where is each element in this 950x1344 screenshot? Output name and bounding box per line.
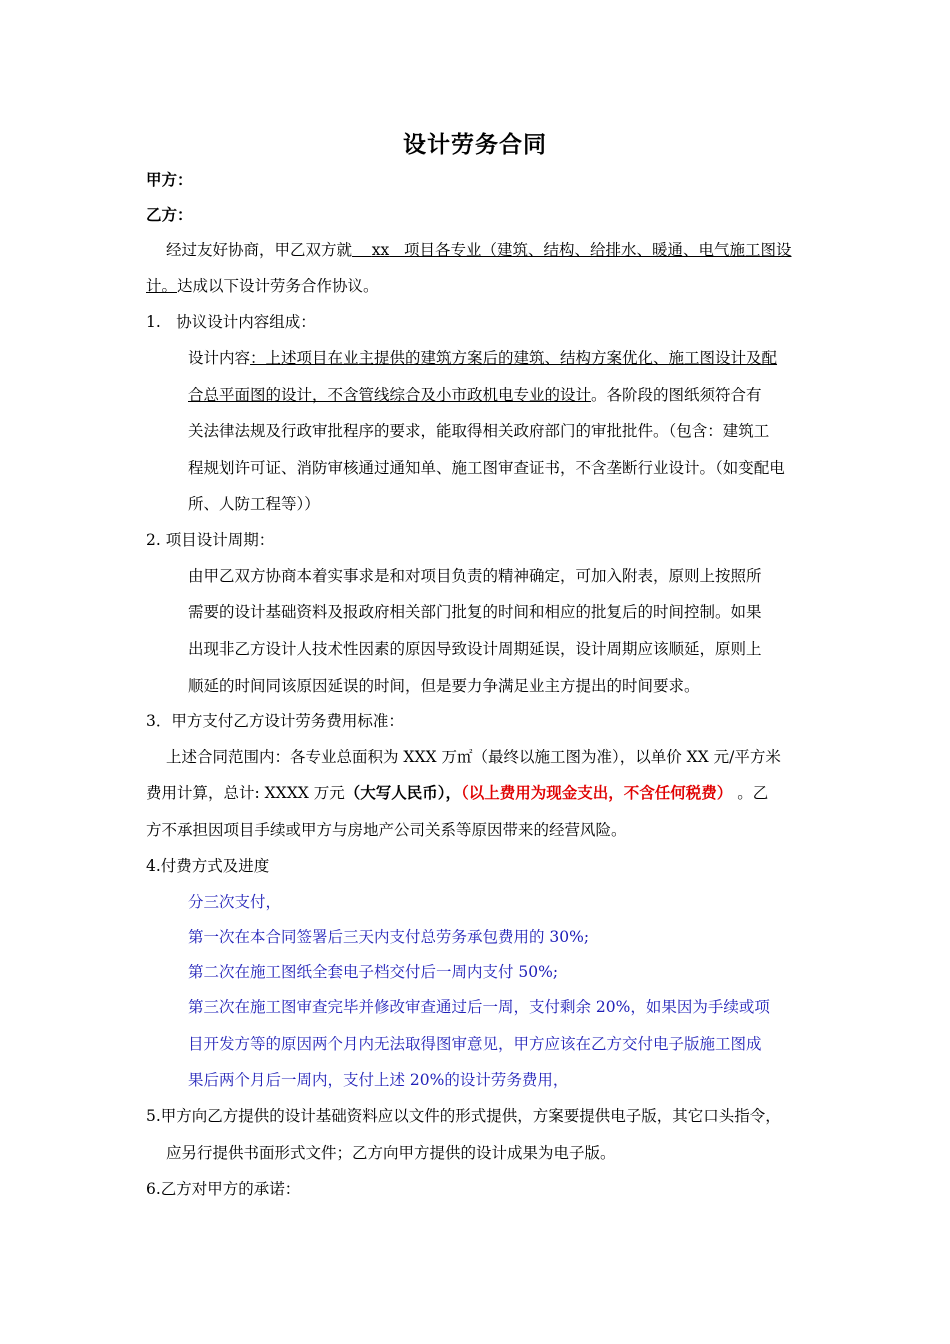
section-6-heading: 6.乙方对甲方的承诺：: [146, 1180, 301, 1198]
payment-line-4: 第三次在施工图审查完毕并修改审查通过后一周，支付剩余 20%，如果因为手续或项: [188, 998, 770, 1016]
amount-in-words-label: （大写人民币），: [344, 784, 461, 802]
intro-text-5: 达成以下设计劳务合作协议。: [177, 277, 379, 295]
payment-line-2: 第一次在本合同签署后三天内支付总劳务承包费用的 30%;: [188, 928, 590, 946]
section-2-line-2: 需要的设计基础资料及报政府相关部门批复的时间和相应的批复后的时间控制。如果: [188, 603, 762, 621]
party-b-label: 乙方：: [146, 206, 193, 224]
project-name-blank: xx 项目各专业（建筑、结构、给排水、暖通、电气施工图设: [371, 241, 792, 259]
section-2-line-1: 由甲乙双方协商本着实事求是和对项目负责的精神确定，可加入附表，原则上按照所: [188, 567, 762, 585]
intro-text-4: 计。: [146, 277, 178, 295]
party-a-label: 甲方：: [146, 171, 193, 189]
section-2-heading: 2. 项目设计周期：: [146, 531, 275, 549]
section-2-line-3: 出现非乙方设计人技术性因素的原因导致设计周期延误，设计周期应该顺延，原则上: [188, 640, 762, 658]
section-1-line-3: 关法律法规及行政审批程序的要求，能取得相关政府部门的审批批件。（包含：建筑工: [188, 422, 770, 440]
payment-line-5: 目开发方等的原因两个月内无法取得图审意见，甲方应该在乙方交付电子版施工图成: [188, 1035, 762, 1053]
section-5-line-2: 应另行提供书面形式文件；乙方向甲方提供的设计成果为电子版。: [166, 1144, 616, 1162]
section-1-line-2: 合总平面图的设计，不含管线综合及小市政机电专业的设计。各阶段的图纸须符合有: [188, 386, 762, 404]
payment-line-1: 分三次支付，: [188, 893, 282, 911]
section-3-line-3: 方不承担因项目手续或甲方与房地产公司关系等原因带来的经营风险。: [146, 821, 627, 839]
intro-line-1: [166, 240, 792, 260]
section-5-line-1: 5.甲方向乙方提供的设计基础资料应以文件的形式提供，方案要提供电子版，其它口头指令，: [146, 1107, 781, 1125]
section-3-line-2: 费用计算，总计: XXXX 万元（大写人民币），（以上费用为现金支出，不含任何税费） 。乙: [146, 784, 769, 802]
intro-line-2: [146, 276, 379, 296]
section-4-heading: 4.付费方式及进度: [146, 857, 270, 875]
intro-text-1: 经过友好协商，甲乙双方就: [166, 241, 353, 259]
payment-line-3: 第二次在施工图纸全套电子档交付后一周内支付 50%;: [188, 963, 559, 981]
section-1-line-1: 设计内容：上述项目在业主提供的建筑方案后的建筑、结构方案优化、施工图设计及配: [188, 349, 778, 367]
document-title: 设计劳务合同: [403, 132, 547, 158]
section-1-line-5: 所、人防工程等））: [188, 495, 320, 513]
tax-note: （以上费用为现金支出，不含任何税费）: [460, 784, 733, 802]
payment-line-6: 果后两个月后一周内，支付上述 20%的设计劳务费用，: [188, 1071, 569, 1089]
section-1-heading: 1. 协议设计内容组成：: [146, 313, 316, 331]
section-3-heading: 3．甲方支付乙方设计劳务费用标准：: [146, 712, 404, 730]
section-2-line-4: 顺延的时间同该原因延误的时间，但是要力争满足业主方提出的时间要求。: [188, 677, 700, 695]
section-3-line-1: 上述合同范围内：各专业总面积为 XXX 万㎡（最终以施工图为准），以单价 XX 元/平方米: [166, 748, 781, 766]
section-1-line-4: 程规划许可证、消防审核通过通知单、施工图审查证书，不含垄断行业设计。（如变配电: [188, 459, 785, 477]
